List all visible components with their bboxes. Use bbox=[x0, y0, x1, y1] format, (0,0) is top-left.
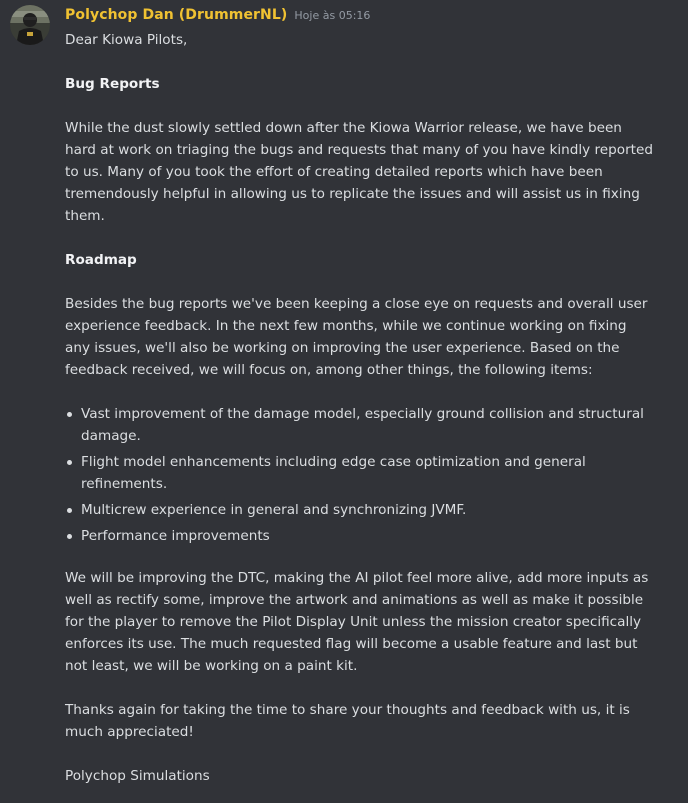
avatar[interactable] bbox=[10, 5, 50, 45]
bullet-icon bbox=[67, 412, 72, 417]
spacer bbox=[65, 227, 655, 249]
signature-text: Polychop Simulations bbox=[65, 768, 210, 784]
list-item bbox=[65, 499, 655, 521]
spacer bbox=[65, 551, 655, 567]
avatar-image bbox=[10, 5, 50, 45]
message-timestamp[interactable]: Hoje às 05:16 bbox=[294, 9, 371, 22]
bullet-icon bbox=[67, 534, 72, 539]
spacer bbox=[65, 743, 655, 765]
roadmap-list bbox=[65, 403, 655, 547]
spacer bbox=[65, 95, 655, 117]
thanks-paragraph: Thanks again for taking the time to share your thoughts and feedback with us, it is much appreciated! bbox=[65, 702, 630, 740]
message-content bbox=[65, 29, 655, 787]
spacer bbox=[65, 381, 655, 403]
dtc-paragraph: We will be improving the DTC, making the AI pilot feel more alive, add more inputs as well as rectify some, improve the artwork and animations as well as make it possible for the player to remove the Pilot Display Unit unless the mission creator specifically enforces its use. The much requested flag will become a usable feature and last but not least, we will be working on a paint kit. bbox=[65, 570, 649, 674]
bug-reports-paragraph: While the dust slowly settled down after the Kiowa Warrior release, we have been hard at work on triaging the bugs and requests that many of you have kindly reported to us. Many of you took the effort of creating detailed reports which have been tremendously helpful in allowing us to replicate the issues and will assist us in fixing them. bbox=[65, 120, 653, 224]
author-name[interactable]: Polychop Dan (DrummerNL) bbox=[65, 7, 288, 23]
message-header bbox=[65, 7, 370, 27]
spacer bbox=[65, 677, 655, 699]
section-heading-bug-reports: Bug Reports bbox=[65, 76, 160, 92]
bullet-icon bbox=[67, 460, 72, 465]
bullet-icon bbox=[67, 508, 72, 513]
section-heading-roadmap: Roadmap bbox=[65, 252, 137, 268]
spacer bbox=[65, 271, 655, 293]
list-item bbox=[65, 525, 655, 547]
greeting-text: Dear Kiowa Pilots, bbox=[65, 32, 188, 48]
list-item bbox=[65, 451, 655, 495]
list-item-text: Multicrew experience in general and synchronizing JVMF. bbox=[81, 502, 467, 518]
spacer bbox=[65, 51, 655, 73]
list-item-text: Performance improvements bbox=[81, 528, 270, 544]
list-item bbox=[65, 403, 655, 447]
roadmap-paragraph: Besides the bug reports we've been keeping a close eye on requests and overall user experience feedback. In the next few months, while we continue working on fixing any issues, we'll also be working on improving the user experience. Based on the feedback received, we will focus on, among other things, the following items: bbox=[65, 296, 648, 378]
list-item-text: Vast improvement of the damage model, especially ground collision and structural damage. bbox=[81, 406, 644, 444]
list-item-text: Flight model enhancements including edge case optimization and general refinements. bbox=[81, 454, 586, 492]
